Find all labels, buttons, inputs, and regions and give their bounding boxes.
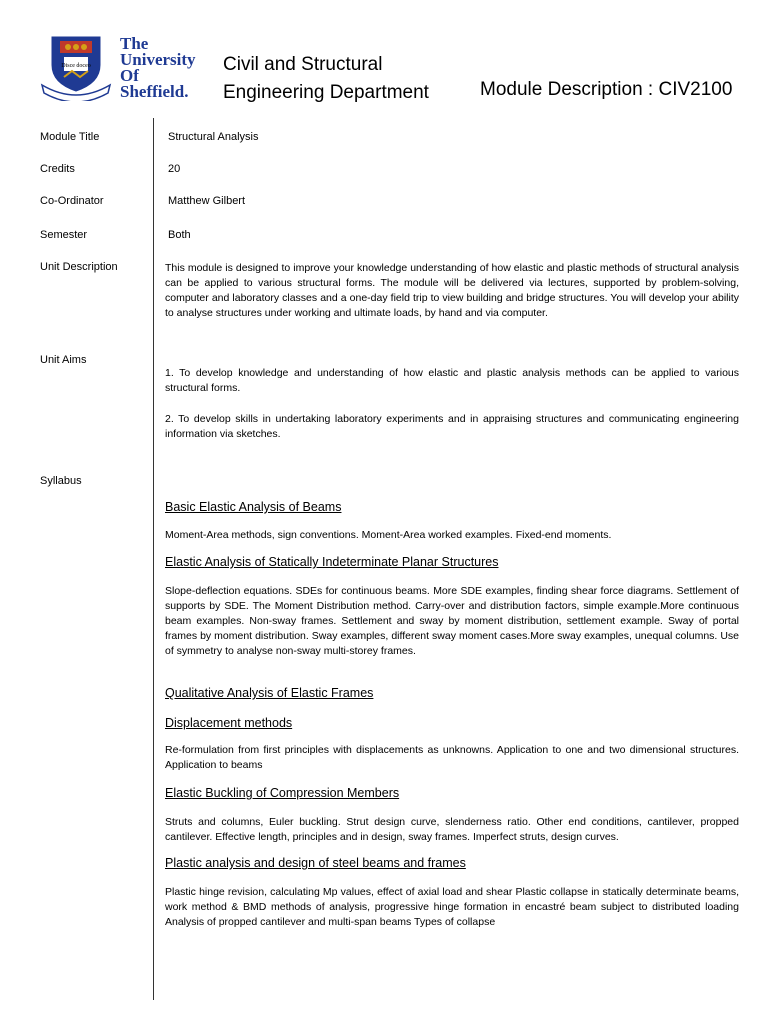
syllabus-text-4: Re-formulation from first principles with displacements as unknowns. Application to one and two dimensional structures. Application to beams xyxy=(165,744,739,771)
syllabus-heading-2: Elastic Analysis of Statically Indeterminate Planar Structures xyxy=(165,555,499,569)
semester-label: Semester xyxy=(40,229,88,241)
module-title-label: Module Title xyxy=(40,131,100,143)
module-title-value: Structural Analysis xyxy=(168,131,259,143)
syllabus-heading-3: Qualitative Analysis of Elastic Frames xyxy=(165,686,374,700)
credits-label: Credits xyxy=(40,163,75,175)
svg-text:Disce doceo: Disce doceo xyxy=(61,63,91,69)
syllabus-label: Syllabus xyxy=(40,475,82,487)
syllabus-heading-4: Displacement methods xyxy=(165,716,293,730)
syllabus-heading-6: Plastic analysis and design of steel beams and frames xyxy=(165,856,466,870)
uni-line-of: Of xyxy=(120,66,139,85)
syllabus-heading-5: Elastic Buckling of Compression Members xyxy=(165,786,400,800)
department-title xyxy=(223,51,429,107)
aim-1-text: 1. To develop knowledge and understanding of how elastic and plastic analysis methods can be applied to various structural forms. xyxy=(165,367,739,394)
syllabus-text-6: Plastic hinge revision, calculating Mp values, effect of axial load and shear Plastic collapse in statically determinate beams, work method & BMD methods of analysis, progressive hinge formation in encastré beam subject to distributed loading Analysis of propped cantilever and multi-span beams Types of collapse xyxy=(165,886,739,928)
module-description-title: Module Description : CIV2100 xyxy=(480,79,733,100)
credits-value: 20 xyxy=(168,163,181,175)
syllabus-heading-1: Basic Elastic Analysis of Beams xyxy=(165,500,342,514)
university-name xyxy=(120,36,196,100)
unit-aims-label: Unit Aims xyxy=(40,354,87,366)
uni-line-sheffield: Sheffield. xyxy=(120,82,189,101)
column-divider xyxy=(153,118,154,1000)
unit-description-label: Unit Description xyxy=(40,261,118,273)
dept-line-1: Civil and Structural xyxy=(223,54,383,75)
aim-2-text: 2. To develop skills in undertaking laboratory experiments and in appraising structures and communicating engineering information via sketches. xyxy=(165,413,739,440)
unit-description-text: This module is designed to improve your knowledge understanding of how elastic and plastic methods of structural analysis can be applied to various structural forms. The module will be delivered via lectures, supported by problem-solving, computer and laboratory classes and a one-day field trip to view building and bridge structures. You will develop your ability to analyse structures under working and ultimate loads, by hand and via computer. xyxy=(165,262,739,319)
syllabus-text-1: Moment-Area methods, sign conventions. Moment-Area worked examples. Fixed-end moments. xyxy=(165,529,612,541)
document-header xyxy=(0,0,768,120)
semester-value: Both xyxy=(168,229,191,241)
coordinator-value: Matthew Gilbert xyxy=(168,195,246,207)
dept-line-2: Engineering Department xyxy=(223,82,429,103)
syllabus-text-2: Slope-deflection equations. SDEs for continuous beams. More SDE examples, finding shear force diagrams. Settlement of supports by SDE. The Moment Distribution method. Carry-over and distribution factors, simple example.More continuous beam examples. Non-sway frames. Settlement and sway by moment distribution, settlement example. Sway of portal frames by moment distribution. Sway examples, different sway moment cases.More sway examples, unequal columns. Use of symmetry to analyse non-sway multi-storey frames. xyxy=(165,585,739,657)
university-crest-logo xyxy=(38,33,114,101)
uni-line-the: The xyxy=(120,34,149,53)
coordinator-label: Co-Ordinator xyxy=(40,195,104,207)
uni-line-university: University xyxy=(120,50,196,69)
syllabus-text-5: Struts and columns, Euler buckling. Strut design curve, slenderness ratio. Other end conditions, cantilever, propped cantilever. Effective length, principles and in design, sway frames. Imperfect struts, design curves. xyxy=(165,816,739,843)
